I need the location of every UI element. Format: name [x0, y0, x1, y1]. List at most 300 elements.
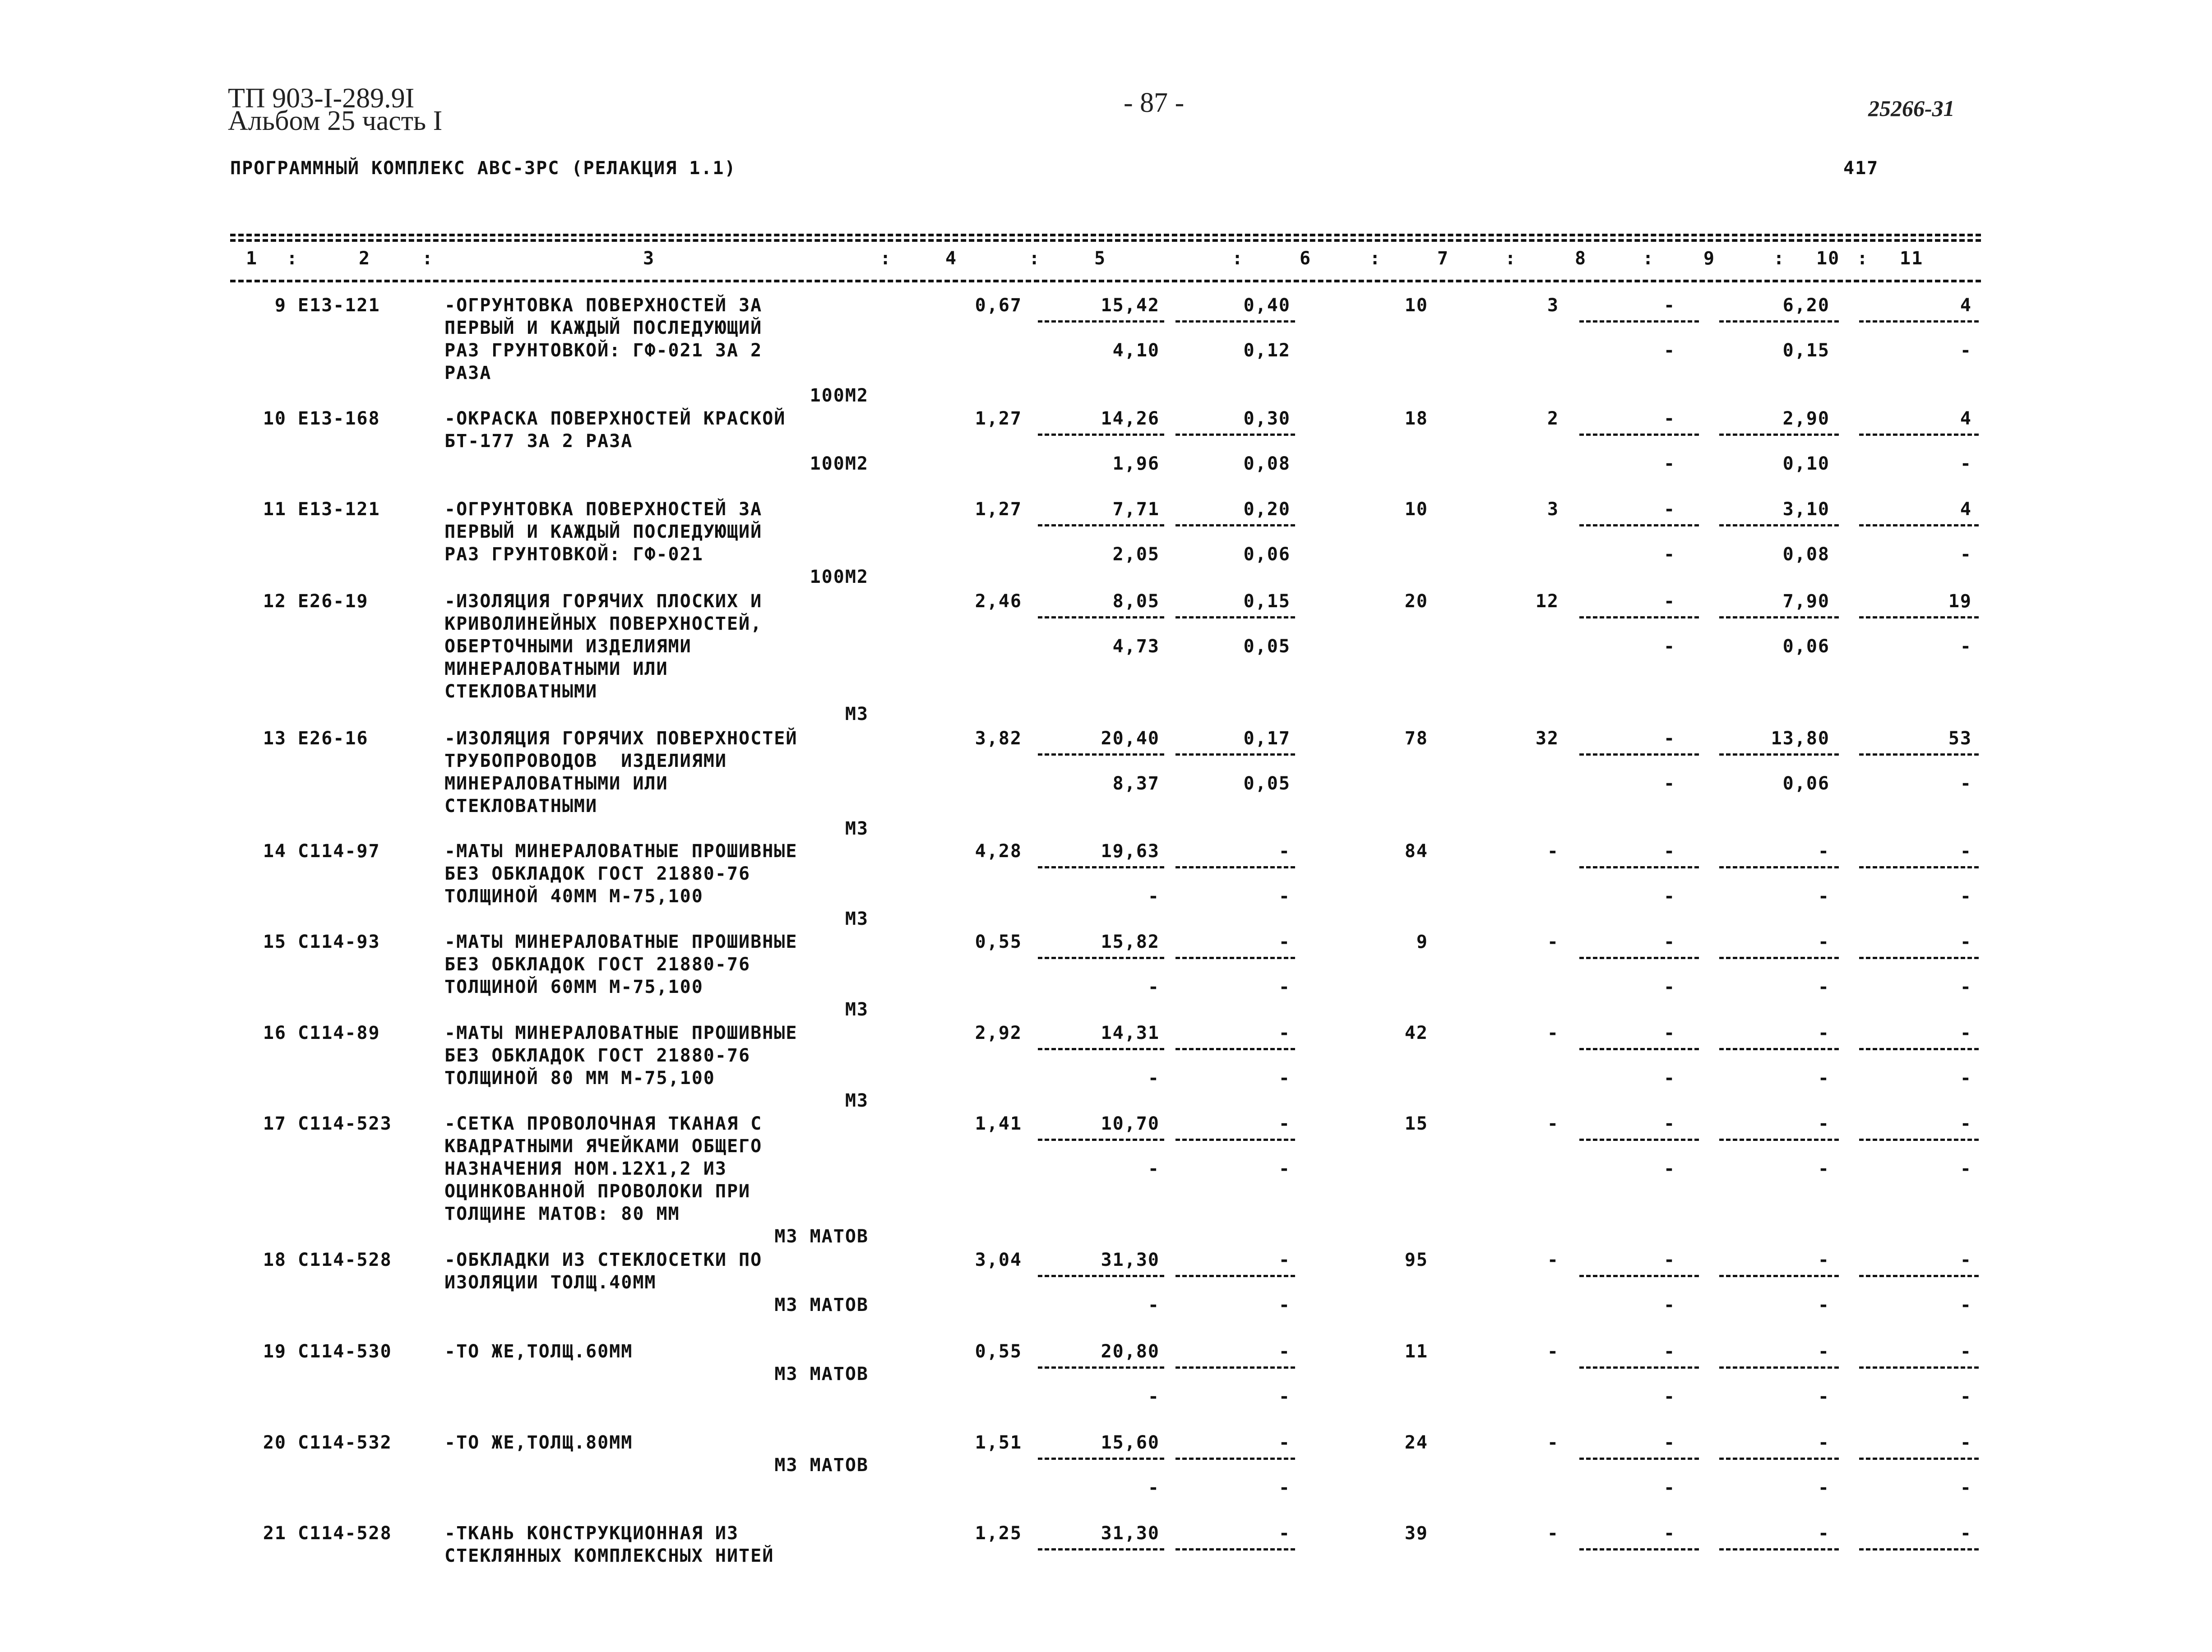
row-description-line: -ОБКЛАДКИ ИЗ СТЕКЛОСЕТКИ ПО — [444, 1250, 763, 1270]
column-separator: : — [422, 248, 434, 269]
cell-col5-bottom: - — [1148, 1068, 1160, 1089]
cell-col5: 14,26 — [1101, 408, 1160, 429]
cell-col11-bottom: - — [1960, 453, 1972, 474]
cell-separator-col6 — [1175, 957, 1295, 959]
cell-col9-bottom: - — [1663, 977, 1676, 997]
cell-col11-bottom: - — [1960, 544, 1972, 565]
cell-separator-col11 — [1859, 616, 1979, 618]
cell-separator-col5 — [1038, 1458, 1164, 1460]
cell-col9-bottom: - — [1663, 636, 1676, 657]
cell-col10: 3,10 — [1782, 499, 1830, 520]
cell-separator-col5 — [1038, 957, 1164, 959]
cell-col10: - — [1818, 1023, 1830, 1043]
cell-col8: - — [1547, 1113, 1559, 1134]
program-title: ПРОГРАММНЫЙ КОМПЛЕКС АВС-3РС (РЕЛАКЦИЯ 1.1) — [230, 158, 736, 179]
cell-col9: - — [1663, 728, 1676, 749]
cell-col10: - — [1818, 1250, 1830, 1270]
cell-col4: 4,28 — [975, 841, 1022, 862]
cell-col10: 2,90 — [1782, 408, 1830, 429]
cell-separator-col9 — [1579, 866, 1699, 868]
cell-col6: 0,17 — [1243, 728, 1291, 749]
cell-col5: 31,30 — [1101, 1523, 1160, 1544]
cell-col10-bottom: - — [1818, 886, 1830, 907]
cell-col7: 10 — [1404, 295, 1428, 316]
cell-col5: 20,80 — [1101, 1341, 1160, 1362]
cell-col9: - — [1663, 841, 1676, 862]
cell-col7: 24 — [1404, 1432, 1428, 1453]
cell-col6: - — [1278, 1023, 1291, 1043]
cell-separator-col5 — [1038, 616, 1164, 618]
column-number-5: 5 — [1094, 248, 1106, 269]
cell-col9: - — [1663, 295, 1676, 316]
cell-col5: 7,71 — [1112, 499, 1160, 520]
cell-col8: - — [1547, 1023, 1559, 1043]
cell-separator-col10 — [1719, 1458, 1839, 1460]
cell-col11-bottom: - — [1960, 886, 1972, 907]
cell-col9: - — [1663, 1023, 1676, 1043]
cell-col10-bottom: - — [1818, 1295, 1830, 1315]
cell-col11: - — [1960, 1523, 1972, 1544]
cell-col4: 0,55 — [975, 1341, 1022, 1362]
cell-col5-bottom: 1,96 — [1112, 453, 1160, 474]
cell-col5: 10,70 — [1101, 1113, 1160, 1134]
row-number: 11 — [263, 499, 287, 520]
row-description-line: СТЕКЛЯННЫХ КОМПЛЕКСНЫХ НИТЕЙ — [444, 1546, 774, 1566]
cell-separator-col5 — [1038, 1275, 1164, 1277]
cell-col5: 15,82 — [1101, 932, 1160, 952]
cell-col5: 19,63 — [1101, 841, 1160, 862]
cell-col5: 15,42 — [1101, 295, 1160, 316]
cell-col4: 1,41 — [975, 1113, 1022, 1134]
row-unit: М3 — [845, 704, 869, 724]
cell-separator-col5 — [1038, 753, 1164, 756]
cell-separator-col10 — [1719, 1366, 1839, 1369]
cell-separator-col5 — [1038, 1548, 1164, 1550]
cell-col10-bottom: - — [1818, 977, 1830, 997]
column-separator: : — [1773, 248, 1786, 269]
column-number-8: 8 — [1575, 248, 1587, 269]
row-description-line: -ТО ЖЕ,ТОЛЩ.80ММ — [444, 1432, 633, 1453]
cell-col9-bottom: - — [1663, 1068, 1676, 1089]
cell-col9: - — [1663, 1341, 1676, 1362]
row-description-line: НАЗНАЧЕНИЯ НОМ.12Х1,2 ИЗ — [444, 1158, 727, 1179]
cell-separator-col9 — [1579, 1048, 1699, 1050]
cell-separator-col10 — [1719, 753, 1839, 756]
cell-col5-bottom: 4,73 — [1112, 636, 1160, 657]
cell-col5-bottom: 8,37 — [1112, 773, 1160, 794]
column-separator: : — [1643, 248, 1655, 269]
row-description-line: БЕЗ ОБКЛАДОК ГОСТ 21880-76 — [444, 863, 751, 884]
cell-col11: 53 — [1948, 728, 1972, 749]
cell-separator-col9 — [1579, 434, 1699, 436]
cell-separator-col9 — [1579, 753, 1699, 756]
cell-col9-bottom: - — [1663, 1295, 1676, 1315]
cell-col9-bottom: - — [1663, 886, 1676, 907]
cell-col10-bottom: 0,06 — [1782, 636, 1830, 657]
row-number: 19 — [263, 1341, 287, 1362]
cell-col6-bottom: 0,06 — [1243, 544, 1291, 565]
cell-col8: - — [1547, 932, 1559, 952]
cell-col11-bottom: - — [1960, 1477, 1972, 1498]
row-description-line: -ОГРУНТОВКА ПОВЕРХНОСТЕЙ ЗА — [444, 499, 763, 520]
cell-separator-col10 — [1719, 434, 1839, 436]
cell-separator-col5 — [1038, 320, 1164, 323]
cell-col6-bottom: - — [1278, 886, 1291, 907]
cell-col4: 2,92 — [975, 1023, 1022, 1043]
row-description-line: БЕЗ ОБКЛАДОК ГОСТ 21880-76 — [444, 954, 751, 975]
cell-col6: 0,15 — [1243, 591, 1291, 612]
cell-separator-col9 — [1579, 1548, 1699, 1550]
cell-separator-col11 — [1859, 1048, 1979, 1050]
row-code: E13-121 — [298, 295, 380, 316]
cell-col11: - — [1960, 841, 1972, 862]
column-separator: : — [1029, 248, 1041, 269]
row-number: 18 — [263, 1250, 287, 1270]
cell-separator-col11 — [1859, 524, 1979, 526]
cell-col6-bottom: - — [1278, 1386, 1291, 1407]
cell-col7: 9 — [1416, 932, 1428, 952]
row-description-line: БЕЗ ОБКЛАДОК ГОСТ 21880-76 — [444, 1045, 751, 1066]
cell-col6: - — [1278, 1250, 1291, 1270]
column-number-2: 2 — [359, 248, 371, 269]
row-code: C114-532 — [298, 1432, 392, 1453]
cell-col5: 8,05 — [1112, 591, 1160, 612]
cell-col8: 3 — [1547, 499, 1559, 520]
cell-separator-col9 — [1579, 616, 1699, 618]
cell-col10: - — [1818, 1113, 1830, 1134]
row-code: E26-16 — [298, 728, 369, 749]
row-description-line: РАЗА — [444, 363, 492, 383]
row-code: C114-93 — [298, 932, 380, 952]
cell-col6-bottom: - — [1278, 1295, 1291, 1315]
cell-col5-bottom: - — [1148, 886, 1160, 907]
row-code: C114-89 — [298, 1023, 380, 1043]
cell-separator-col6 — [1175, 524, 1295, 526]
cell-separator-col5 — [1038, 1366, 1164, 1369]
cell-col10: - — [1818, 1523, 1830, 1544]
cell-separator-col11 — [1859, 434, 1979, 436]
cell-col6-bottom: 0,12 — [1243, 340, 1291, 361]
cell-col6-bottom: 0,08 — [1243, 453, 1291, 474]
cell-separator-col6 — [1175, 866, 1295, 868]
cell-col11-bottom: - — [1960, 636, 1972, 657]
cell-col11: 19 — [1948, 591, 1972, 612]
cell-col4: 1,27 — [975, 499, 1022, 520]
row-description-line: БТ-177 ЗА 2 РАЗА — [444, 431, 633, 452]
cell-col9: - — [1663, 499, 1676, 520]
cell-col6: - — [1278, 1523, 1291, 1544]
cell-col7: 39 — [1404, 1523, 1428, 1544]
cell-col11: - — [1960, 932, 1972, 952]
row-unit: М3 МАТОВ — [774, 1455, 869, 1476]
cell-separator-col11 — [1859, 1458, 1979, 1460]
cell-col8: - — [1547, 1250, 1559, 1270]
row-description-line: РАЗ ГРУНТОВКОЙ: ГФ-021 — [444, 544, 703, 565]
cell-col9: - — [1663, 1113, 1676, 1134]
row-number: 20 — [263, 1432, 287, 1453]
row-unit: М3 МАТОВ — [774, 1226, 869, 1247]
column-separator: : — [1232, 248, 1244, 269]
cell-separator-col11 — [1859, 320, 1979, 323]
row-code: C114-523 — [298, 1113, 392, 1134]
cell-col4: 3,82 — [975, 728, 1022, 749]
row-description-line: ОЦИНКОВАННОЙ ПРОВОЛОКИ ПРИ — [444, 1181, 751, 1202]
cell-separator-col11 — [1859, 1548, 1979, 1550]
cell-col10: 6,20 — [1782, 295, 1830, 316]
cell-col11-bottom: - — [1960, 1386, 1972, 1407]
sheet-number: 417 — [1843, 158, 1879, 179]
cell-col9: - — [1663, 932, 1676, 952]
row-code: E13-168 — [298, 408, 380, 429]
row-code: E13-121 — [298, 499, 380, 520]
cell-col8: - — [1547, 1341, 1559, 1362]
column-separator: : — [287, 248, 299, 269]
row-number: 9 — [274, 295, 287, 316]
row-description-line: -ОГРУНТОВКА ПОВЕРХНОСТЕЙ ЗА — [444, 295, 763, 316]
cell-col5-bottom: - — [1148, 1295, 1160, 1315]
cell-col6-bottom: - — [1278, 977, 1291, 997]
row-description-line: ИЗОЛЯЦИИ ТОЛЩ.40ММ — [444, 1272, 657, 1293]
row-description-line: -МАТЫ МИНЕРАЛОВАТНЫЕ ПРОШИВНЫЕ — [444, 932, 798, 952]
cell-col6-bottom: - — [1278, 1068, 1291, 1089]
row-description-line: -МАТЫ МИНЕРАЛОВАТНЫЕ ПРОШИВНЫЕ — [444, 841, 798, 862]
row-description-line: РАЗ ГРУНТОВКОЙ: ГФ-021 ЗА 2 — [444, 340, 763, 361]
cell-col11: - — [1960, 1023, 1972, 1043]
cell-col11-bottom: - — [1960, 773, 1972, 794]
cell-col8: - — [1547, 841, 1559, 862]
cell-col11-bottom: - — [1960, 1068, 1972, 1089]
cell-col9: - — [1663, 591, 1676, 612]
cell-col9-bottom: - — [1663, 1477, 1676, 1498]
cell-col11: - — [1960, 1432, 1972, 1453]
cell-col6: 0,20 — [1243, 499, 1291, 520]
row-unit: М3 — [845, 909, 869, 929]
cell-col8: 12 — [1535, 591, 1559, 612]
cell-separator-col6 — [1175, 1548, 1295, 1550]
cell-col7: 95 — [1404, 1250, 1428, 1270]
row-unit: 100М2 — [810, 453, 869, 474]
page-number: - 87 - — [1124, 88, 1185, 118]
row-description-line: МИНЕРАЛОВАТНЫМИ ИЛИ — [444, 773, 668, 794]
cell-col11-bottom: - — [1960, 977, 1972, 997]
cell-separator-col6 — [1175, 320, 1295, 323]
cell-col10-bottom: 0,15 — [1782, 340, 1830, 361]
cell-separator-col11 — [1859, 753, 1979, 756]
row-description-line: СТЕКЛОВАТНЫМИ — [444, 681, 598, 702]
cell-col10: 7,90 — [1782, 591, 1830, 612]
cell-col9-bottom: - — [1663, 1386, 1676, 1407]
cell-col10-bottom: - — [1818, 1158, 1830, 1179]
column-number-3: 3 — [643, 248, 655, 269]
cell-col4: 3,04 — [975, 1250, 1022, 1270]
cell-col11: 4 — [1960, 499, 1972, 520]
row-number: 14 — [263, 841, 287, 862]
cell-col9-bottom: - — [1663, 773, 1676, 794]
cell-col4: 2,46 — [975, 591, 1022, 612]
cell-col5: 31,30 — [1101, 1250, 1160, 1270]
row-description-line: -ИЗОЛЯЦИЯ ГОРЯЧИХ ПОВЕРХНОСТЕЙ — [444, 728, 798, 749]
column-number-10: 10 — [1816, 248, 1840, 269]
cell-col5: 20,40 — [1101, 728, 1160, 749]
cell-separator-col6 — [1175, 1139, 1295, 1141]
cell-col4: 0,55 — [975, 932, 1022, 952]
row-description-line: ПЕРВЫЙ И КАЖДЫЙ ПОСЛЕДУЮЩИЙ — [444, 521, 763, 542]
cell-col10: - — [1818, 932, 1830, 952]
header-bottom-rule — [230, 280, 1981, 282]
cell-col9-bottom: - — [1663, 1158, 1676, 1179]
cell-col5-bottom: 4,10 — [1112, 340, 1160, 361]
row-unit: М3 — [845, 818, 869, 839]
cell-col5-bottom: - — [1148, 1386, 1160, 1407]
cell-col9: - — [1663, 1250, 1676, 1270]
cell-separator-col6 — [1175, 1275, 1295, 1277]
cell-col7: 15 — [1404, 1113, 1428, 1134]
cell-separator-col11 — [1859, 1366, 1979, 1369]
cell-col9-bottom: - — [1663, 340, 1676, 361]
cell-col11: 4 — [1960, 295, 1972, 316]
row-description-line: КРИВОЛИНЕЙНЫХ ПОВЕРХНОСТЕЙ, — [444, 614, 763, 634]
row-number: 15 — [263, 932, 287, 952]
cell-col6: - — [1278, 1432, 1291, 1453]
cell-col10: 13,80 — [1771, 728, 1830, 749]
row-description-line: КВАДРАТНЫМИ ЯЧЕЙКАМИ ОБЩЕГО — [444, 1136, 763, 1157]
row-code: C114-528 — [298, 1250, 392, 1270]
column-number-6: 6 — [1300, 248, 1312, 269]
row-description-line: -ТКАНЬ КОНСТРУКЦИОННАЯ ИЗ — [444, 1523, 739, 1544]
cell-separator-col10 — [1719, 524, 1839, 526]
cell-separator-col5 — [1038, 434, 1164, 436]
cell-separator-col11 — [1859, 957, 1979, 959]
cell-col10-bottom: - — [1818, 1068, 1830, 1089]
cell-col10-bottom: 0,06 — [1782, 773, 1830, 794]
row-description-line: МИНЕРАЛОВАТНЫМИ ИЛИ — [444, 659, 668, 679]
row-description-line: СТЕКЛОВАТНЫМИ — [444, 796, 598, 817]
doc-code: ТП 903-I-289.9I — [228, 83, 415, 114]
cell-col7: 10 — [1404, 499, 1428, 520]
cell-col6-bottom: 0,05 — [1243, 636, 1291, 657]
cell-separator-col9 — [1579, 957, 1699, 959]
cell-col5-bottom: - — [1148, 977, 1160, 997]
cell-separator-col9 — [1579, 1458, 1699, 1460]
column-number-11: 11 — [1900, 248, 1924, 269]
row-description-line: ТОЛЩИНЕ МАТОВ: 80 ММ — [444, 1204, 680, 1224]
row-description-line: ТОЛЩИНОЙ 60ММ М-75,100 — [444, 977, 703, 997]
row-number: 12 — [263, 591, 287, 612]
cell-col5: 14,31 — [1101, 1023, 1160, 1043]
row-code: C114-528 — [298, 1523, 392, 1544]
row-number: 13 — [263, 728, 287, 749]
cell-col8: 32 — [1535, 728, 1559, 749]
cell-col5-bottom: - — [1148, 1477, 1160, 1498]
row-description-line: -ОКРАСКА ПОВЕРХНОСТЕЙ КРАСКОЙ — [444, 408, 786, 429]
cell-col8: - — [1547, 1523, 1559, 1544]
cell-separator-col6 — [1175, 1458, 1295, 1460]
cell-col4: 1,25 — [975, 1523, 1022, 1544]
cell-col5-bottom: - — [1148, 1158, 1160, 1179]
column-separator: : — [1370, 248, 1382, 269]
cell-separator-col6 — [1175, 1048, 1295, 1050]
column-separator: : — [1505, 248, 1517, 269]
cell-col6: - — [1278, 841, 1291, 862]
cell-col10-bottom: 0,10 — [1782, 453, 1830, 474]
row-description-line: ТОЛЩИНОЙ 40ММ М-75,100 — [444, 886, 703, 907]
cell-col7: 84 — [1404, 841, 1428, 862]
row-unit: М3 МАТОВ — [774, 1364, 869, 1384]
cell-col4: 0,67 — [975, 295, 1022, 316]
cell-separator-col9 — [1579, 1366, 1699, 1369]
row-unit: 100М2 — [810, 385, 869, 406]
row-description-line: -ИЗОЛЯЦИЯ ГОРЯЧИХ ПЛОСКИХ И — [444, 591, 763, 612]
cell-col7: 78 — [1404, 728, 1428, 749]
cell-col10: - — [1818, 1432, 1830, 1453]
cell-col8: - — [1547, 1432, 1559, 1453]
row-number: 17 — [263, 1113, 287, 1134]
cell-col6-bottom: 0,05 — [1243, 773, 1291, 794]
row-unit: 100М2 — [810, 567, 869, 587]
cell-separator-col9 — [1579, 1139, 1699, 1141]
row-code: E26-19 — [298, 591, 369, 612]
cell-col9: - — [1663, 1523, 1676, 1544]
cell-separator-col11 — [1859, 1275, 1979, 1277]
cell-separator-col9 — [1579, 1275, 1699, 1277]
cell-separator-col10 — [1719, 957, 1839, 959]
cell-col10-bottom: - — [1818, 1477, 1830, 1498]
row-number: 16 — [263, 1023, 287, 1043]
row-number: 21 — [263, 1523, 287, 1544]
cell-separator-col5 — [1038, 1139, 1164, 1141]
cell-separator-col11 — [1859, 1139, 1979, 1141]
cell-col11: - — [1960, 1113, 1972, 1134]
cell-col11-bottom: - — [1960, 340, 1972, 361]
column-number-9: 9 — [1703, 248, 1716, 269]
table-top-rule — [230, 234, 1981, 236]
cell-col6: 0,40 — [1243, 295, 1291, 316]
cell-separator-col9 — [1579, 524, 1699, 526]
cell-col4: 1,51 — [975, 1432, 1022, 1453]
row-description-line: -ТО ЖЕ,ТОЛЩ.60ММ — [444, 1341, 633, 1362]
cell-separator-col10 — [1719, 616, 1839, 618]
column-separator: : — [880, 248, 892, 269]
row-description-line: ТОЛЩИНОЙ 80 ММ М-75,100 — [444, 1068, 715, 1089]
cell-col6: - — [1278, 1113, 1291, 1134]
row-description-line: ОБЕРТОЧНЫМИ ИЗДЕЛИЯМИ — [444, 636, 692, 657]
row-description-line: -МАТЫ МИНЕРАЛОВАТНЫЕ ПРОШИВНЫЕ — [444, 1023, 798, 1043]
row-unit: М3 — [845, 999, 869, 1020]
cell-separator-col10 — [1719, 320, 1839, 323]
cell-col9: - — [1663, 1432, 1676, 1453]
cell-col11: 4 — [1960, 408, 1972, 429]
cell-col11: - — [1960, 1250, 1972, 1270]
cell-separator-col6 — [1175, 1366, 1295, 1369]
cell-col8: 3 — [1547, 295, 1559, 316]
cell-col5: 15,60 — [1101, 1432, 1160, 1453]
row-code: C114-97 — [298, 841, 380, 862]
cell-separator-col5 — [1038, 524, 1164, 526]
row-unit: М3 МАТОВ — [774, 1295, 869, 1315]
row-description-line: ТРУБОПРОВОДОВ ИЗДЕЛИЯМИ — [444, 751, 727, 771]
cell-col9-bottom: - — [1663, 453, 1676, 474]
cell-col6: - — [1278, 1341, 1291, 1362]
cell-col6: 0,30 — [1243, 408, 1291, 429]
cell-col11-bottom: - — [1960, 1158, 1972, 1179]
stamp-number: 25266-31 — [1868, 96, 1955, 121]
cell-col5-bottom: 2,05 — [1112, 544, 1160, 565]
row-description-line: ПЕРВЫЙ И КАЖДЫЙ ПОСЛЕДУЮЩИЙ — [444, 318, 763, 338]
album-label: Альбом 25 часть I — [228, 106, 443, 136]
cell-col7: 42 — [1404, 1023, 1428, 1043]
cell-col9-bottom: - — [1663, 544, 1676, 565]
cell-separator-col9 — [1579, 320, 1699, 323]
